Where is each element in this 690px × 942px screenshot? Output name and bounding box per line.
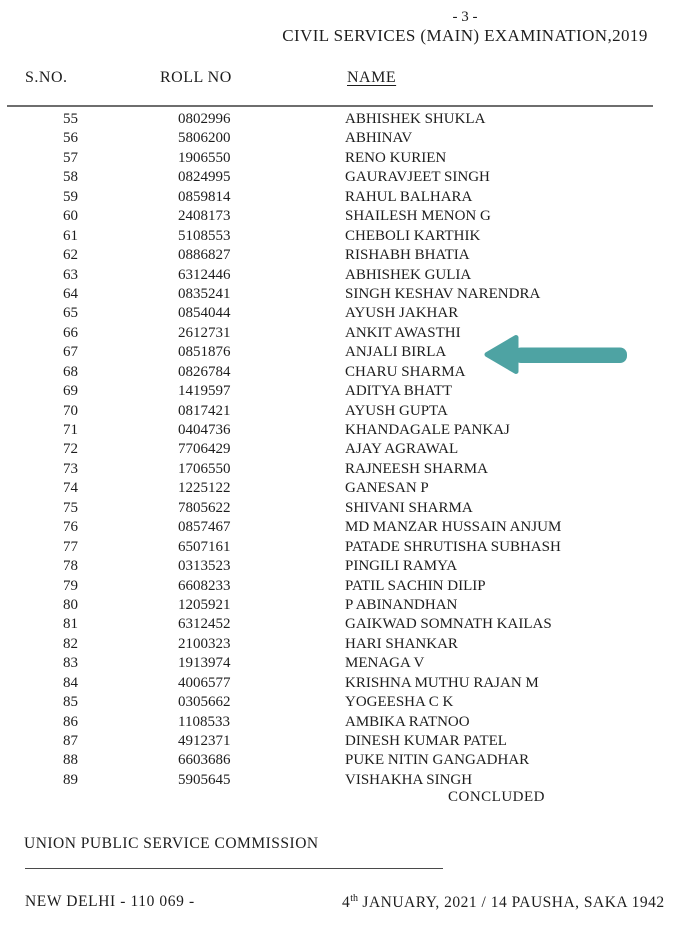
row-roll-number: 1913974 (178, 655, 231, 672)
table-row (0, 557, 690, 576)
row-candidate-name: MD MANZAR HUSSAIN ANJUM (345, 519, 562, 536)
row-roll-number: 0835241 (178, 285, 231, 302)
row-candidate-name: RENO KURIEN (345, 149, 447, 166)
row-serial: 84 (63, 674, 78, 691)
table-row (0, 538, 690, 557)
page-number: - 3 - (452, 9, 478, 25)
row-candidate-name: SHAILESH MENON G (345, 208, 491, 225)
row-candidate-name: P ABINANDHAN (345, 596, 458, 613)
row-candidate-name: GAIKWAD SOMNATH KAILAS (345, 616, 552, 633)
row-roll-number: 1108533 (178, 713, 230, 730)
row-roll-number: 1706550 (178, 460, 231, 477)
row-serial: 70 (63, 402, 78, 419)
row-serial: 75 (63, 499, 78, 516)
row-roll-number: 6312452 (178, 616, 231, 633)
table-row (0, 771, 690, 790)
row-roll-number: 5905645 (178, 771, 231, 788)
row-serial: 88 (63, 752, 78, 769)
table-row (0, 440, 690, 459)
row-serial: 89 (63, 771, 78, 788)
row-serial: 56 (63, 130, 78, 147)
table-row (0, 674, 690, 693)
row-roll-number: 0817421 (178, 402, 231, 419)
row-roll-number: 5108553 (178, 227, 231, 244)
table-row (0, 479, 690, 498)
table-row (0, 460, 690, 479)
table-row (0, 499, 690, 518)
row-serial: 61 (63, 227, 78, 244)
table-row (0, 596, 690, 615)
row-roll-number: 1225122 (178, 480, 231, 497)
row-candidate-name: SHIVANI SHARMA (345, 499, 473, 516)
row-roll-number: 0802996 (178, 111, 231, 127)
row-candidate-name: DINESH KUMAR PATEL (345, 733, 507, 749)
row-roll-number: 7805622 (178, 499, 231, 516)
table-row (0, 615, 690, 634)
date-line (342, 893, 665, 912)
row-roll-number: 0404736 (178, 422, 231, 438)
column-header-name: NAME (347, 69, 397, 86)
row-candidate-name: KHANDAGALE PANKAJ (345, 422, 510, 438)
row-candidate-name: ANKIT AWASTHI (345, 324, 461, 341)
row-candidate-name: YOGEESHA C K (345, 694, 454, 711)
row-serial: 71 (63, 422, 78, 438)
row-candidate-name: ABHISHEK SHUKLA (345, 111, 486, 127)
row-candidate-name: AMBIKA RATNOO (345, 713, 470, 730)
table-row (0, 168, 690, 187)
table-row (0, 518, 690, 537)
row-roll-number: 4912371 (178, 733, 231, 749)
row-serial: 63 (63, 266, 78, 283)
row-candidate-name: KRISHNA MUTHU RAJAN M (345, 674, 539, 691)
place-line: NEW DELHI - 110 069 - (25, 893, 195, 910)
row-candidate-name: ABHISHEK GULIA (345, 266, 472, 283)
row-candidate-name: RAJNEESH SHARMA (345, 460, 488, 477)
row-candidate-name: AYUSH GUPTA (345, 402, 448, 419)
row-candidate-name: CHEBOLI KARTHIK (345, 227, 481, 244)
row-roll-number: 4006577 (178, 674, 231, 691)
row-candidate-name: RAHUL BALHARA (345, 188, 473, 205)
table-row (0, 751, 690, 770)
row-roll-number: 0851876 (178, 344, 231, 361)
row-roll-number: 2100323 (178, 635, 231, 652)
row-serial: 79 (63, 577, 78, 594)
row-serial: 86 (63, 713, 78, 730)
header-divider-rule (7, 105, 653, 107)
row-roll-number: 0305662 (178, 694, 231, 711)
row-serial: 66 (63, 324, 78, 341)
left-arrow-icon (478, 330, 630, 378)
row-serial: 67 (63, 344, 78, 361)
row-candidate-name: CHARU SHARMA (345, 363, 466, 380)
column-header-serial: S.NO. (25, 69, 68, 86)
row-candidate-name: PUKE NITIN GANGADHAR (345, 752, 530, 769)
date-ordinal: th (350, 893, 359, 904)
row-serial: 72 (63, 441, 78, 458)
row-serial: 57 (63, 149, 78, 166)
row-serial: 80 (63, 596, 78, 613)
table-row (0, 577, 690, 596)
row-roll-number: 0313523 (178, 558, 231, 575)
table-row (0, 713, 690, 732)
table-row (0, 382, 690, 401)
row-candidate-name: PINGILI RAMYA (345, 558, 458, 575)
row-roll-number: 6507161 (178, 538, 231, 555)
row-serial: 87 (63, 733, 78, 749)
row-candidate-name: RISHABH BHATIA (345, 247, 470, 264)
table-row (0, 285, 690, 304)
date-day: 4 (342, 894, 351, 912)
row-roll-number: 1419597 (178, 383, 231, 400)
row-serial: 76 (63, 519, 78, 536)
row-serial: 55 (63, 111, 78, 127)
row-roll-number: 7706429 (178, 441, 231, 458)
row-serial: 59 (63, 188, 78, 205)
row-roll-number: 2408173 (178, 208, 231, 225)
row-serial: 64 (63, 285, 78, 302)
row-roll-number: 5806200 (178, 130, 231, 147)
column-header-roll: ROLL NO (160, 69, 232, 86)
table-row (0, 149, 690, 168)
row-serial: 65 (63, 305, 78, 322)
row-candidate-name: AJAY AGRAWAL (345, 441, 459, 458)
row-serial: 83 (63, 655, 78, 672)
row-serial: 69 (63, 383, 78, 400)
row-roll-number: 0857467 (178, 519, 231, 536)
results-table (0, 110, 690, 790)
row-serial: 82 (63, 635, 78, 652)
row-serial: 73 (63, 460, 78, 477)
date-rest: JANUARY, 2021 / 14 PAUSHA, SAKA 1942 (358, 894, 665, 912)
row-candidate-name: PATADE SHRUTISHA SUBHASH (345, 538, 561, 555)
row-roll-number: 0886827 (178, 247, 231, 264)
table-row (0, 402, 690, 421)
row-serial: 77 (63, 538, 78, 555)
concluded-label: CONCLUDED (448, 789, 545, 805)
table-row (0, 732, 690, 751)
table-row (0, 188, 690, 207)
row-serial: 60 (63, 208, 78, 225)
table-row (0, 227, 690, 246)
row-serial: 81 (63, 616, 78, 633)
document-title: CIVIL SERVICES (MAIN) EXAMINATION,2019 (282, 26, 648, 45)
row-roll-number: 1205921 (178, 596, 231, 613)
row-serial: 78 (63, 558, 78, 575)
row-serial: 74 (63, 480, 78, 497)
table-row (0, 635, 690, 654)
row-roll-number: 2612731 (178, 324, 231, 341)
row-serial: 68 (63, 363, 78, 380)
row-roll-number: 6312446 (178, 266, 231, 283)
table-row (0, 207, 690, 226)
footer-divider-rule (25, 868, 443, 869)
table-row (0, 129, 690, 148)
row-roll-number: 0859814 (178, 188, 231, 205)
table-row (0, 110, 690, 129)
row-candidate-name: ANJALI BIRLA (345, 344, 447, 361)
row-serial: 85 (63, 694, 78, 711)
table-row (0, 246, 690, 265)
row-candidate-name: ADITYA BHATT (345, 383, 453, 400)
organization-name: UNION PUBLIC SERVICE COMMISSION (24, 835, 319, 852)
table-row (0, 304, 690, 323)
table-row (0, 693, 690, 712)
row-candidate-name: HARI SHANKAR (345, 635, 458, 652)
row-candidate-name: AYUSH JAKHAR (345, 305, 459, 322)
row-roll-number: 1906550 (178, 149, 231, 166)
row-serial: 62 (63, 247, 78, 264)
table-row (0, 266, 690, 285)
row-candidate-name: MENAGA V (345, 655, 425, 672)
row-roll-number: 6603686 (178, 752, 231, 769)
table-row (0, 654, 690, 673)
row-roll-number: 0824995 (178, 169, 231, 186)
row-candidate-name: GANESAN P (345, 480, 429, 497)
row-candidate-name: SINGH KESHAV NARENDRA (345, 285, 541, 302)
row-roll-number: 0826784 (178, 363, 231, 380)
row-serial: 58 (63, 169, 78, 186)
row-roll-number: 0854044 (178, 305, 231, 322)
row-candidate-name: ABHINAV (345, 130, 413, 147)
row-candidate-name: VISHAKHA SINGH (345, 771, 473, 788)
row-candidate-name: PATIL SACHIN DILIP (345, 577, 486, 594)
row-candidate-name: GAURAVJEET SINGH (345, 169, 490, 186)
table-row (0, 421, 690, 440)
row-roll-number: 6608233 (178, 577, 231, 594)
